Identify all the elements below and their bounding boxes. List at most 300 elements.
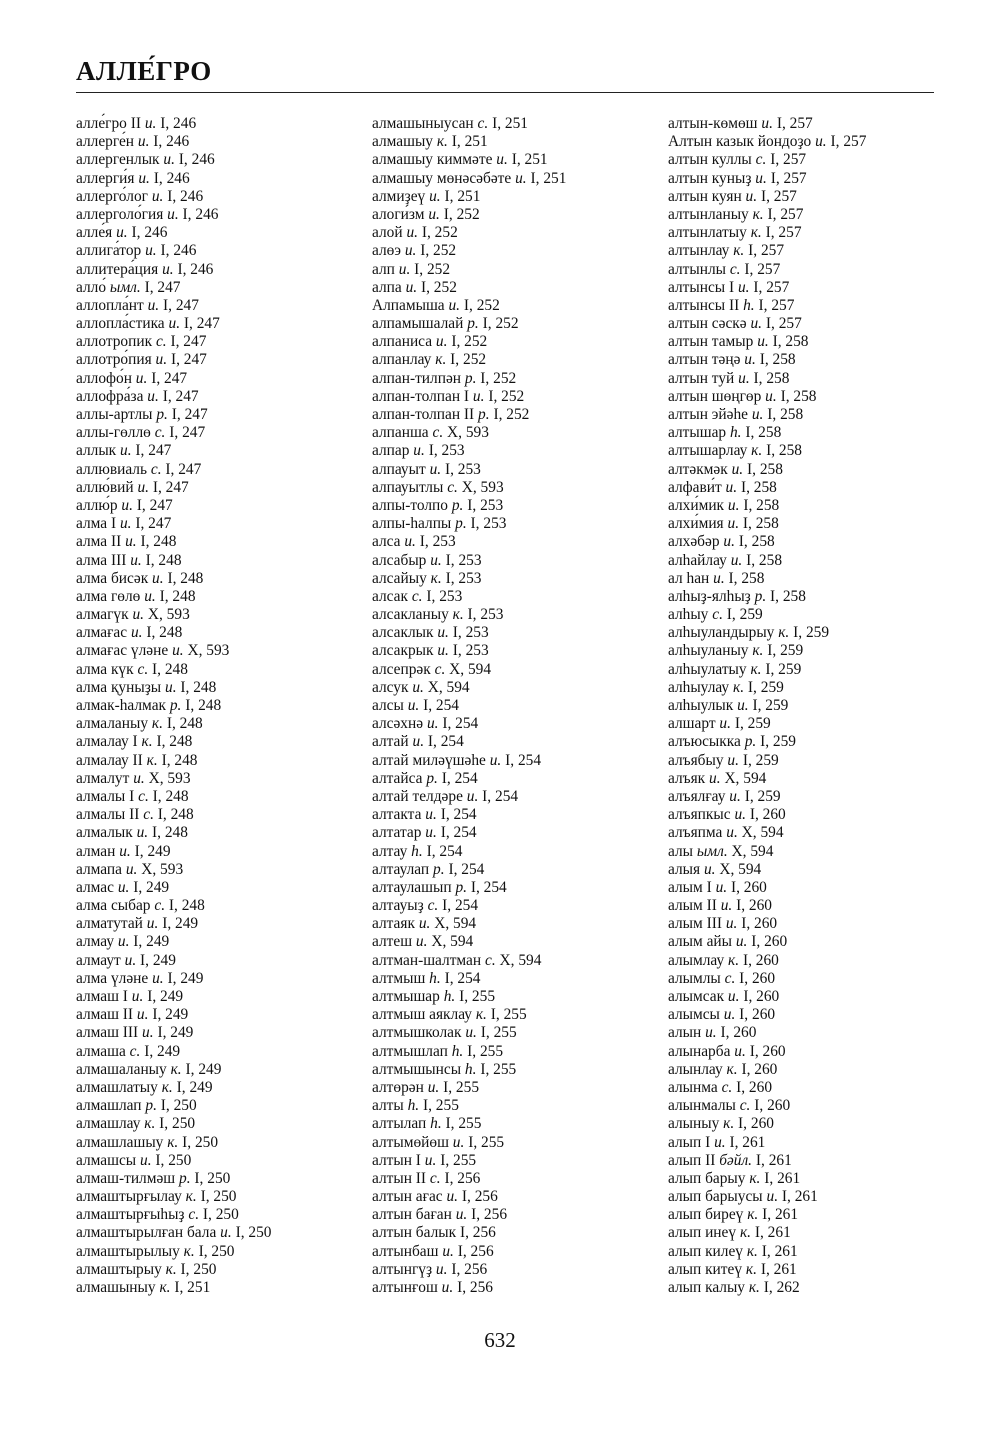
index-entry [372, 806, 662, 824]
part-of-speech-label: и. [413, 442, 425, 460]
volume-page-ref: I, 249 [157, 1024, 194, 1042]
volume-page-ref: I, 253 [470, 515, 507, 533]
volume-page-ref: I, 247 [171, 406, 208, 423]
part-of-speech-label: и. [726, 824, 738, 842]
index-entry [668, 752, 968, 770]
index-entry [372, 843, 662, 861]
part-of-speech-label: с. [188, 1206, 200, 1224]
part-of-speech-label: и. [446, 1188, 459, 1206]
index-entry [76, 897, 366, 915]
part-of-speech-label: и. [755, 169, 767, 187]
part-of-speech-label: и. [136, 1006, 149, 1024]
index-entry [668, 406, 968, 424]
headword: алып барыу [668, 1169, 746, 1187]
part-of-speech-label: с. [712, 606, 723, 624]
running-head: АЛЛЕ́ГРО [76, 56, 212, 86]
headword: алтынғош [372, 1279, 438, 1296]
index-entry [668, 533, 968, 551]
index-entry [372, 661, 662, 679]
headword: алыныу [668, 1115, 720, 1133]
index-entry [668, 442, 968, 460]
volume-page-ref: I, 247 [144, 278, 181, 296]
part-of-speech-label: и. [515, 169, 527, 187]
headword: алпы-толпо [372, 496, 448, 514]
part-of-speech-label: и. [425, 824, 437, 842]
index-entry [76, 315, 366, 333]
part-of-speech-label: р. [451, 496, 464, 514]
index-entry [668, 461, 968, 479]
part-of-speech-label: с. [429, 1169, 441, 1187]
part-of-speech-label: с. [154, 897, 166, 915]
index-entry [76, 115, 366, 133]
index-entry [76, 1043, 366, 1061]
index-entry [372, 315, 662, 333]
volume-page-ref: I, 253 [444, 460, 481, 478]
volume-page-ref: X, 593 [461, 478, 504, 496]
index-entry [668, 133, 968, 151]
index-entry [668, 1279, 968, 1297]
volume-page-ref: I, 247 [135, 442, 172, 460]
index-entry [668, 479, 968, 497]
headword: алтаулашып [372, 878, 452, 896]
volume-page-ref: I, 259 [793, 624, 830, 642]
headword: алтеш [372, 933, 413, 951]
volume-page-ref: I, 250 [198, 1242, 235, 1260]
headword: алмашлап [76, 1097, 142, 1115]
part-of-speech-label: к. [183, 1242, 195, 1260]
headword: алпамышалай [372, 315, 464, 333]
index-entry [372, 297, 662, 315]
volume-page-ref: I, 257 [748, 242, 785, 260]
part-of-speech-label: и. [138, 169, 150, 187]
index-entry [668, 933, 968, 951]
index-entry [76, 1279, 366, 1297]
index-entry [76, 442, 366, 460]
part-of-speech-label: р. [156, 406, 168, 423]
index-entry [372, 1024, 662, 1042]
part-of-speech-label: и. [155, 351, 168, 369]
volume-page-ref: I, 258 [746, 551, 783, 569]
volume-page-ref: I, 249 [140, 951, 176, 969]
part-of-speech-label: и. [147, 387, 159, 405]
index-entry [76, 515, 366, 533]
volume-page-ref: I, 259 [765, 660, 802, 678]
index-entry [668, 624, 968, 642]
headword: алып I [668, 1133, 711, 1151]
headword: алма сыбар [76, 897, 151, 915]
part-of-speech-label: һ. [411, 842, 423, 860]
part-of-speech-label: к. [167, 1133, 179, 1151]
headword: алмашсы [76, 1151, 137, 1169]
headword: алсы [372, 697, 404, 714]
volume-page-ref: I, 254 [440, 824, 477, 842]
headword: ал һан [668, 569, 710, 587]
part-of-speech-label: к. [728, 951, 740, 969]
volume-page-ref: I, 257 [767, 205, 804, 223]
index-entry [668, 242, 968, 260]
volume-page-ref: X, 593 [447, 424, 489, 442]
index-entry [76, 915, 366, 933]
part-of-speech-label: к. [430, 569, 442, 587]
index-entry [372, 1097, 662, 1115]
headword: алы [668, 842, 693, 860]
part-of-speech-label: и. [727, 988, 740, 1005]
headword: алма күк [76, 660, 134, 678]
index-entry [76, 133, 366, 151]
index-entry [372, 533, 662, 551]
part-of-speech-label: к. [452, 606, 464, 624]
index-entry [372, 461, 662, 479]
index-entry [668, 970, 968, 988]
headword: аллювиаль [76, 460, 147, 478]
part-of-speech-label: к. [159, 1279, 171, 1296]
part-of-speech-label: и. [455, 1206, 468, 1224]
index-entry [372, 1079, 662, 1097]
index-entry [76, 715, 366, 733]
volume-page-ref: I, 248 [146, 624, 183, 642]
index-entry [76, 788, 366, 806]
index-entry [372, 552, 662, 570]
headword: алыя [668, 860, 701, 878]
index-entry [372, 151, 662, 169]
volume-page-ref: I, 249 [162, 915, 199, 933]
volume-page-ref: I, 254 [505, 751, 542, 769]
part-of-speech-label: с. [724, 969, 736, 987]
volume-page-ref: I, 256 [451, 1260, 488, 1278]
index-entry [668, 1152, 968, 1170]
volume-page-ref: I, 255 [490, 1006, 527, 1024]
volume-page-ref: I, 253 [419, 533, 456, 551]
volume-page-ref: I, 260 [741, 915, 778, 933]
part-of-speech-label: и. [426, 715, 439, 733]
headword: алмапа [76, 860, 122, 878]
index-entry [668, 1079, 968, 1097]
index-entry [668, 570, 968, 588]
index-entry [372, 333, 662, 351]
headword: алмаштырғыһыҙ [76, 1206, 185, 1224]
index-entry [76, 697, 366, 715]
headword: алынмалы [668, 1097, 736, 1115]
volume-page-ref: I, 248 [152, 824, 188, 842]
index-entry [76, 733, 366, 751]
part-of-speech-label: и. [720, 897, 733, 915]
index-entry [76, 570, 366, 588]
index-entry [372, 952, 662, 970]
headword: алтаулап [372, 860, 430, 878]
volume-page-ref: I, 251 [511, 151, 548, 169]
volume-page-ref: I, 255 [443, 1078, 480, 1096]
volume-page-ref: X, 594 [431, 933, 474, 951]
headword: алып китеү [668, 1260, 743, 1278]
headword: алтынлы [668, 260, 726, 278]
headword: алмаша [76, 1042, 126, 1060]
headword: алтын тамыр [668, 333, 754, 351]
volume-page-ref: I, 261 [761, 1242, 798, 1260]
headword: алхәбәр [668, 533, 720, 551]
index-entry [372, 1188, 662, 1206]
headword: алтмышынсы [372, 1060, 462, 1078]
volume-page-ref: I, 253 [452, 624, 489, 642]
headword: алма үләнe [76, 969, 149, 987]
part-of-speech-label: и. [723, 1006, 736, 1024]
headword: алтышарлау [668, 442, 748, 460]
volume-page-ref: I, 246 [167, 187, 204, 205]
headword: алтакта [372, 806, 422, 824]
volume-page-ref: I, 260 [751, 933, 788, 951]
part-of-speech-label: с. [155, 333, 167, 351]
part-of-speech-label: к. [170, 1060, 182, 1078]
index-entry [372, 770, 662, 788]
headword: алсакрык [372, 642, 434, 660]
volume-page-ref: I, 258 [770, 587, 806, 605]
part-of-speech-label: к. [733, 678, 745, 696]
part-of-speech-label: и. [729, 787, 741, 805]
volume-page-ref: I, 260 [736, 897, 773, 915]
volume-page-ref: I, 258 [767, 406, 804, 423]
part-of-speech-label: ымл. [109, 278, 141, 296]
index-entry [76, 370, 366, 388]
index-entry [372, 570, 662, 588]
headword: алмагүк [76, 606, 129, 624]
part-of-speech-label: к. [778, 624, 790, 642]
part-of-speech-label: и. [766, 1188, 779, 1206]
part-of-speech-label: к. [146, 751, 158, 769]
index-entry [76, 879, 366, 897]
volume-page-ref: I, 247 [183, 315, 220, 333]
volume-page-ref: X, 594 [741, 824, 784, 842]
part-of-speech-label: р. [426, 769, 438, 787]
headword: алтын баған [372, 1206, 452, 1224]
part-of-speech-label: һ. [407, 1097, 420, 1115]
volume-page-ref: I, 249 [185, 1060, 222, 1078]
volume-page-ref: X, 594 [449, 660, 492, 678]
headword: аллергенлык [76, 151, 160, 169]
index-entry [76, 224, 366, 242]
part-of-speech-label: к. [747, 1206, 759, 1224]
part-of-speech-label: к. [475, 1006, 487, 1024]
volume-page-ref: I, 255 [468, 1133, 505, 1151]
headword: алле́гро II [76, 115, 141, 132]
headword: алһыҙ-ялһыҙ [668, 587, 751, 605]
headword: алып биреү [668, 1206, 744, 1224]
index-entry [372, 733, 662, 751]
volume-page-ref: I, 256 [444, 1169, 481, 1187]
index-entry [372, 879, 662, 897]
volume-page-ref: I, 249 [134, 842, 171, 860]
part-of-speech-label: и. [152, 569, 164, 587]
volume-page-ref: I, 257 [830, 133, 867, 151]
part-of-speech-label: и. [757, 333, 769, 351]
volume-page-ref: I, 251 [174, 1279, 211, 1296]
headword: алтын II [372, 1169, 427, 1187]
part-of-speech-label: и. [703, 860, 716, 878]
part-of-speech-label: и. [815, 133, 827, 151]
headword: алсабыр [372, 551, 427, 569]
headword: аллопла́стика [76, 315, 165, 333]
index-entry [668, 297, 968, 315]
headword: алпан-тилпән [372, 369, 462, 387]
volume-page-ref: I, 259 [760, 733, 797, 751]
headword: алмас [76, 878, 114, 896]
index-entry [76, 170, 366, 188]
volume-page-ref: I, 248 [145, 551, 182, 569]
volume-page-ref: I, 250 [159, 1115, 196, 1133]
index-entry [668, 1061, 968, 1079]
index-entry [668, 1115, 968, 1133]
index-entry [76, 824, 366, 842]
volume-page-ref: I, 260 [736, 1078, 773, 1096]
volume-page-ref: I, 253 [452, 642, 489, 660]
index-entry [668, 424, 968, 442]
volume-page-ref: I, 260 [743, 988, 780, 1005]
part-of-speech-label: и. [727, 751, 739, 769]
index-entry [76, 242, 366, 260]
volume-page-ref: I, 250 [160, 1097, 197, 1115]
index-entry [372, 1243, 662, 1261]
part-of-speech-label: и. [167, 205, 179, 223]
index-column-3 [668, 115, 968, 1297]
volume-page-ref: I, 247 [135, 515, 172, 533]
index-entry [668, 1206, 968, 1224]
headword: алмалык [76, 824, 133, 842]
index-entry [668, 261, 968, 279]
volume-page-ref: I, 261 [781, 1188, 818, 1206]
index-entry [372, 206, 662, 224]
index-column-2 [372, 115, 662, 1297]
volume-page-ref: I, 248 [156, 733, 193, 751]
part-of-speech-label: и. [145, 242, 157, 260]
volume-page-ref: I, 258 [766, 442, 803, 460]
headword: алмаш III [76, 1024, 139, 1042]
headword: алмак-һалмак [76, 697, 166, 714]
volume-page-ref: I, 249 [167, 969, 204, 987]
headword: алъяк [668, 769, 706, 787]
part-of-speech-label: и. [412, 678, 424, 696]
index-entry [668, 351, 968, 369]
part-of-speech-label: и. [435, 1260, 448, 1278]
headword: алъяпкыс [668, 806, 731, 824]
headword: алынарба [668, 1042, 731, 1060]
part-of-speech-label: с. [427, 897, 439, 915]
index-entry [372, 133, 662, 151]
volume-page-ref: I, 250 [202, 1206, 239, 1224]
part-of-speech-label: и. [124, 951, 137, 969]
part-of-speech-label: и. [441, 1279, 454, 1296]
headword: алп [372, 260, 395, 278]
volume-page-ref: I, 253 [467, 496, 504, 514]
part-of-speech-label: с. [154, 424, 166, 442]
index-entry [668, 770, 968, 788]
volume-page-ref: I, 256 [459, 1224, 496, 1242]
volume-page-ref: I, 258 [742, 515, 779, 533]
part-of-speech-label: и. [719, 715, 731, 733]
volume-page-ref: I, 247 [151, 369, 188, 387]
volume-page-ref: I, 246 [153, 133, 190, 151]
part-of-speech-label: и. [448, 296, 461, 314]
index-entry [372, 224, 662, 242]
index-entry [668, 497, 968, 515]
index-entry [668, 279, 968, 297]
part-of-speech-label: и. [429, 187, 441, 205]
volume-page-ref: I, 247 [136, 496, 173, 514]
headword: алмаш I [76, 988, 128, 1005]
index-entry [76, 970, 366, 988]
headword: алөэ [372, 242, 401, 260]
volume-page-ref: I, 251 [444, 187, 481, 205]
headword: алтынбаш [372, 1242, 439, 1260]
index-entry [76, 206, 366, 224]
headword: алма I [76, 515, 117, 533]
volume-page-ref: I, 257 [765, 224, 802, 242]
headword: аллига́тор [76, 242, 142, 260]
header-rule [76, 92, 934, 93]
volume-page-ref: I, 250 [182, 1133, 219, 1151]
index-entry [668, 333, 968, 351]
index-entry [668, 1261, 968, 1279]
part-of-speech-label: и. [737, 278, 750, 296]
headword: алмалау II [76, 751, 143, 769]
index-entry [372, 424, 662, 442]
index-entry [372, 788, 662, 806]
part-of-speech-label: р. [169, 697, 182, 714]
headword: алтаяк [372, 915, 415, 933]
part-of-speech-label: и. [131, 988, 144, 1005]
index-entry [668, 1188, 968, 1206]
headword: алым III [668, 915, 722, 933]
headword: алтын куллы [668, 151, 752, 169]
part-of-speech-label: и. [489, 751, 502, 769]
headword: алтын сәскә [668, 315, 747, 333]
headword: аллы-гөллө [76, 424, 151, 442]
headword: алып II [668, 1151, 716, 1169]
volume-page-ref: X, 593 [187, 642, 230, 660]
page-number: 632 [484, 1328, 516, 1352]
headword: алтмышколак [372, 1024, 462, 1042]
index-entry [668, 988, 968, 1006]
index-entry [668, 206, 968, 224]
part-of-speech-label: и. [472, 387, 485, 405]
volume-page-ref: I, 247 [152, 478, 189, 496]
index-entry [76, 497, 366, 515]
index-entry [668, 843, 968, 861]
part-of-speech-label: һ. [443, 988, 456, 1005]
part-of-speech-label: и. [714, 1133, 726, 1151]
index-entry [76, 624, 366, 642]
part-of-speech-label: и. [152, 969, 164, 987]
index-entry [668, 1170, 968, 1188]
headword: алтынсы II [668, 296, 740, 314]
headword: алъябыу [668, 751, 724, 769]
index-entry [76, 588, 366, 606]
volume-page-ref: I, 257 [765, 315, 802, 333]
headword: алхи́мик [668, 496, 725, 514]
volume-page-ref: I, 260 [739, 1006, 776, 1024]
headword: алын [668, 1024, 702, 1042]
part-of-speech-label: и. [745, 187, 758, 205]
part-of-speech-label: и. [705, 1024, 717, 1042]
volume-page-ref: I, 254 [427, 733, 464, 751]
index-entry [372, 479, 662, 497]
headword: алһыуланыу [668, 642, 749, 660]
part-of-speech-label: к. [746, 1242, 758, 1260]
headword: алсаклык [372, 624, 434, 642]
volume-page-ref: I, 248 [161, 751, 198, 769]
volume-page-ref: I, 254 [441, 769, 478, 787]
index-entry [372, 861, 662, 879]
headword: аллерголо́гия [76, 205, 164, 223]
index-entry [76, 861, 366, 879]
volume-page-ref: I, 258 [759, 351, 796, 369]
